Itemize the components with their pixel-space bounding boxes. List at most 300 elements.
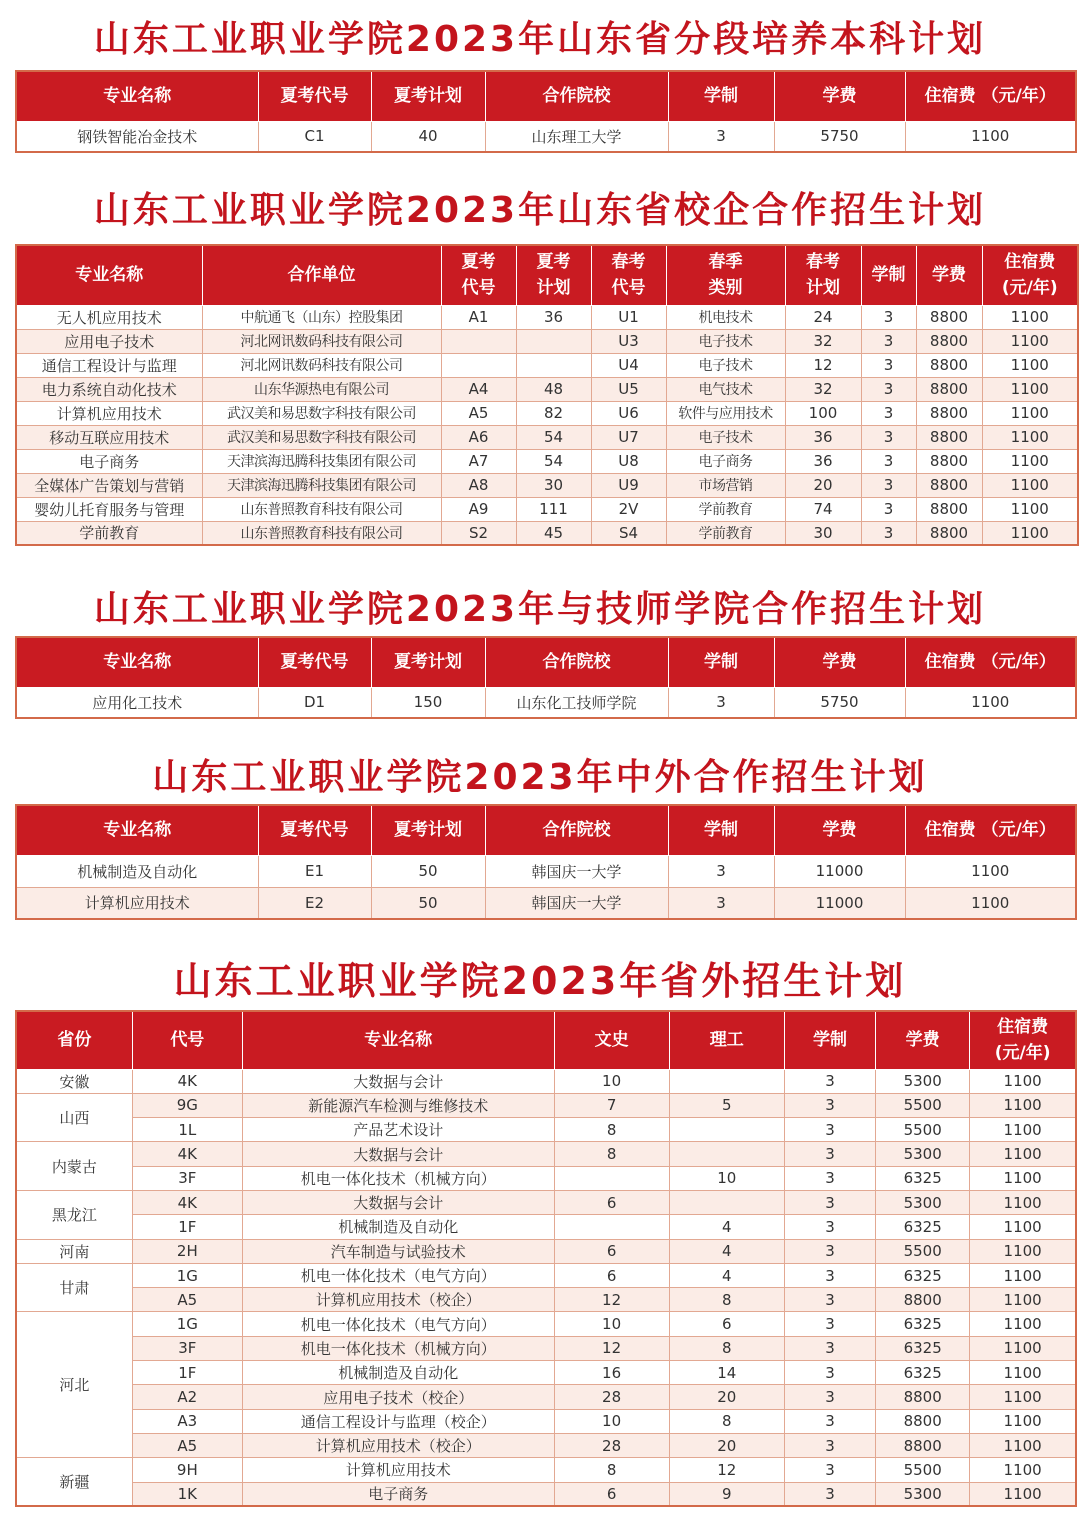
table-cell: 计算机应用技术（校企） [242, 1288, 554, 1312]
table-cell: 5300 [876, 1069, 970, 1093]
table-cell: 计算机应用技术 [16, 401, 202, 425]
table-row [16, 1118, 1076, 1142]
header-line: (元/年) [1001, 278, 1058, 299]
table-cell: 74 [785, 497, 861, 521]
table-cell: 1100 [970, 1190, 1076, 1214]
table-cell [554, 1215, 669, 1239]
table-cell: 14 [669, 1361, 784, 1385]
table-cell: 应用电子技术 [16, 329, 202, 353]
table-cell: 1100 [970, 1263, 1076, 1287]
section4-table [15, 804, 1077, 920]
table-cell: D1 [258, 687, 371, 718]
header-line: 代号 [461, 278, 496, 299]
table-row [16, 1239, 1076, 1263]
header-line: 专业名称 [75, 265, 144, 286]
table-cell: 1100 [970, 1215, 1076, 1239]
table-cell: 3 [784, 1458, 875, 1482]
table-cell: 12 [669, 1458, 784, 1482]
table-cell: 电子技术 [666, 353, 785, 377]
header-line: 学费 [905, 1030, 940, 1051]
column-header: 学费 [774, 637, 905, 687]
table-cell: 武汉美和易思数字科技有限公司 [202, 401, 441, 425]
table-cell: S2 [441, 521, 516, 545]
column-header [785, 245, 861, 305]
table-cell: 50 [371, 887, 485, 919]
header-line: 文史 [594, 1030, 629, 1051]
table-cell: 电子商务 [666, 449, 785, 473]
table-cell: 11000 [774, 855, 905, 887]
table-cell: 5300 [876, 1482, 970, 1506]
table-cell: 3 [861, 521, 916, 545]
table-cell: 1100 [905, 121, 1076, 152]
table-cell: 机械制造及自动化 [242, 1215, 554, 1239]
table-cell: 1F [132, 1215, 242, 1239]
table-cell: 5300 [876, 1190, 970, 1214]
table-cell: 移动互联应用技术 [16, 425, 202, 449]
table-cell: 16 [554, 1361, 669, 1385]
table-cell: E2 [258, 887, 371, 919]
column-header [861, 245, 916, 305]
column-header: 学费 [774, 805, 905, 855]
column-header [784, 1011, 875, 1069]
table-cell: 1100 [970, 1142, 1076, 1166]
table-cell: 3 [784, 1118, 875, 1142]
table-cell: U3 [591, 329, 666, 353]
header-line: (元/年) [994, 1043, 1051, 1064]
section3-table [15, 636, 1077, 719]
table-cell: 6 [554, 1239, 669, 1263]
header-line: 合作单位 [287, 265, 356, 286]
table-cell: 电子技术 [666, 425, 785, 449]
table-cell: 1100 [970, 1288, 1076, 1312]
table-cell: 54 [516, 425, 591, 449]
table-cell: 3 [861, 473, 916, 497]
table-cell: 市场营销 [666, 473, 785, 497]
table-cell: 6 [554, 1190, 669, 1214]
table-row [16, 401, 1078, 425]
table-cell: 河北网讯数码科技有限公司 [202, 329, 441, 353]
table-cell: 1G [132, 1263, 242, 1287]
table-row [16, 1482, 1076, 1506]
table-cell [441, 329, 516, 353]
column-header: 专业名称 [16, 71, 258, 121]
table-cell: 32 [785, 329, 861, 353]
table-cell: 1100 [970, 1093, 1076, 1117]
table-cell: 4K [132, 1142, 242, 1166]
table-cell: 1G [132, 1312, 242, 1336]
province-cell: 河北 [16, 1312, 132, 1458]
table-cell: 8800 [876, 1288, 970, 1312]
header-line: 类别 [708, 278, 743, 299]
table-cell: 3 [784, 1288, 875, 1312]
table-cell: 9G [132, 1093, 242, 1117]
table-cell: 3 [784, 1385, 875, 1409]
table-cell: 10 [554, 1069, 669, 1093]
table-cell: 1100 [982, 473, 1078, 497]
column-header: 学制 [668, 637, 774, 687]
table-cell: 6325 [876, 1312, 970, 1336]
table-cell: A8 [441, 473, 516, 497]
table-cell: 机械制造及自动化 [242, 1361, 554, 1385]
table-cell: 应用电子技术（校企） [242, 1385, 554, 1409]
table-cell: 1100 [970, 1433, 1076, 1457]
column-header: 学制 [668, 71, 774, 121]
table-cell: 6 [669, 1312, 784, 1336]
table-cell: 54 [516, 449, 591, 473]
table-cell: 1100 [982, 305, 1078, 329]
table-cell: 学前教育 [666, 521, 785, 545]
table-cell: 4 [669, 1215, 784, 1239]
table-cell: 6 [554, 1482, 669, 1506]
table-cell: 8800 [916, 449, 982, 473]
table-cell: 4K [132, 1069, 242, 1093]
table-cell: 3 [784, 1361, 875, 1385]
table-cell: 计算机应用技术（校企） [242, 1433, 554, 1457]
table-cell: 20 [785, 473, 861, 497]
section5-title: 山东工业职业学院2023年省外招生计划 [173, 959, 907, 1003]
section1-title: 山东工业职业学院2023年山东省分段培养本科计划 [93, 19, 987, 60]
section4-title: 山东工业职业学院2023年中外合作招生计划 [152, 757, 928, 798]
table-cell: 3 [668, 687, 774, 718]
table-cell: 4K [132, 1190, 242, 1214]
table-row [16, 1458, 1076, 1482]
table-cell: 2H [132, 1239, 242, 1263]
table-cell: 5500 [876, 1118, 970, 1142]
table-row [16, 473, 1078, 497]
table-cell: 8800 [916, 473, 982, 497]
table-row [16, 305, 1078, 329]
table-cell: 3 [861, 425, 916, 449]
table-cell: 无人机应用技术 [16, 305, 202, 329]
header-line: 春季 [708, 252, 743, 273]
column-header [132, 1011, 242, 1069]
table-cell: 20 [669, 1385, 784, 1409]
table-row [16, 1385, 1076, 1409]
table-cell: 3F [132, 1336, 242, 1360]
table-cell: 婴幼儿托育服务与管理 [16, 497, 202, 521]
province-cell: 安徽 [16, 1069, 132, 1093]
table-cell: 1100 [970, 1069, 1076, 1093]
table-cell: A6 [441, 425, 516, 449]
column-header [554, 1011, 669, 1069]
table-cell [669, 1190, 784, 1214]
table-cell: 3 [861, 377, 916, 401]
table-cell: 机电技术 [666, 305, 785, 329]
header-line: 夏考 [536, 252, 571, 273]
table-cell: 机械制造及自动化 [16, 855, 258, 887]
table-cell: 3 [784, 1312, 875, 1336]
province-cell: 山西 [16, 1093, 132, 1142]
table-cell: 3 [784, 1166, 875, 1190]
table-cell: 30 [516, 473, 591, 497]
table-cell: 天津滨海迅腾科技集团有限公司 [202, 449, 441, 473]
table-cell: 36 [516, 305, 591, 329]
table-cell: 40 [371, 121, 485, 152]
header-line: 住宿费 [1004, 252, 1056, 273]
table-cell: 3 [784, 1409, 875, 1433]
table-cell: 山东普照教育科技有限公司 [202, 521, 441, 545]
table-cell: A1 [441, 305, 516, 329]
table-cell: 5500 [876, 1093, 970, 1117]
table-cell: 1100 [905, 855, 1076, 887]
column-header [242, 1011, 554, 1069]
table-cell: 3 [861, 401, 916, 425]
table-cell: 5500 [876, 1458, 970, 1482]
header-line: 春考 [806, 252, 840, 273]
table-cell: 8800 [876, 1409, 970, 1433]
table-cell: 3 [861, 449, 916, 473]
table-cell [516, 353, 591, 377]
table-cell: 32 [785, 377, 861, 401]
table-cell: 50 [371, 855, 485, 887]
header-line: 春考 [611, 252, 646, 273]
table-cell: 大数据与会计 [242, 1190, 554, 1214]
table-cell: 8800 [876, 1433, 970, 1457]
table-cell: 1100 [982, 377, 1078, 401]
table-cell: 3 [668, 887, 774, 919]
table-cell: 韩国庆一大学 [485, 855, 668, 887]
table-cell: 45 [516, 521, 591, 545]
header-line: 计划 [806, 278, 840, 299]
table-cell: 中航通飞（山东）控股集团 [202, 305, 441, 329]
header-line: 代号 [170, 1030, 205, 1051]
table-cell: 1100 [970, 1118, 1076, 1142]
table-cell: 8800 [916, 425, 982, 449]
table-cell: 韩国庆一大学 [485, 887, 668, 919]
table-cell: 24 [785, 305, 861, 329]
table-cell: 12 [554, 1336, 669, 1360]
table-cell: 8 [669, 1409, 784, 1433]
table-cell: 3 [784, 1482, 875, 1506]
table-row [16, 1190, 1076, 1214]
table-cell: 8 [554, 1118, 669, 1142]
table-cell: 钢铁智能冶金技术 [16, 121, 258, 152]
table-cell: E1 [258, 855, 371, 887]
column-header [916, 245, 982, 305]
table-cell: 1F [132, 1361, 242, 1385]
table-cell: U7 [591, 425, 666, 449]
table-cell: 1100 [905, 887, 1076, 919]
column-header [516, 245, 591, 305]
header-line: 代号 [611, 278, 646, 299]
table-cell: A9 [441, 497, 516, 521]
table-cell: 5300 [876, 1142, 970, 1166]
table-cell: 机电一体化技术（电气方向） [242, 1312, 554, 1336]
table-cell [554, 1166, 669, 1190]
column-header [876, 1011, 970, 1069]
table-cell: 36 [785, 425, 861, 449]
table-cell: 8800 [916, 305, 982, 329]
column-header: 合作院校 [485, 637, 668, 687]
table-cell: A5 [132, 1433, 242, 1457]
table-cell: 100 [785, 401, 861, 425]
table-cell: A5 [441, 401, 516, 425]
table-cell: A3 [132, 1409, 242, 1433]
table-cell: 河北网讯数码科技有限公司 [202, 353, 441, 377]
column-header [16, 1011, 132, 1069]
table-cell: 36 [785, 449, 861, 473]
table-cell: U5 [591, 377, 666, 401]
table-cell: 10 [554, 1312, 669, 1336]
column-header: 合作院校 [485, 805, 668, 855]
table-cell: 10 [554, 1409, 669, 1433]
table-cell: 计算机应用技术 [242, 1458, 554, 1482]
province-cell: 内蒙古 [16, 1142, 132, 1191]
table-row [16, 687, 1076, 718]
column-header: 专业名称 [16, 637, 258, 687]
table-cell [669, 1069, 784, 1093]
table-cell: 8 [669, 1336, 784, 1360]
table-cell: 30 [785, 521, 861, 545]
column-header [666, 245, 785, 305]
column-header: 夏考代号 [258, 805, 371, 855]
table-row [16, 497, 1078, 521]
table-cell: 3 [784, 1142, 875, 1166]
column-header: 夏考代号 [258, 71, 371, 121]
column-header: 夏考计划 [371, 71, 485, 121]
table-row [16, 1288, 1076, 1312]
table-cell: 1100 [970, 1336, 1076, 1360]
table-cell: 6325 [876, 1336, 970, 1360]
table-cell: 1100 [982, 497, 1078, 521]
table-cell: 机电一体化技术（机械方向） [242, 1166, 554, 1190]
table-cell: 3 [861, 329, 916, 353]
table-cell: 9 [669, 1482, 784, 1506]
table-row [16, 1263, 1076, 1287]
column-header: 夏考代号 [258, 637, 371, 687]
table-cell [441, 353, 516, 377]
table-cell: 5 [669, 1093, 784, 1117]
table-cell: 5750 [774, 121, 905, 152]
header-line: 省份 [57, 1030, 92, 1051]
section5-table [15, 1010, 1077, 1507]
table-cell: 1100 [970, 1458, 1076, 1482]
table-cell [669, 1142, 784, 1166]
table-cell: 1100 [982, 401, 1078, 425]
table-row [16, 1336, 1076, 1360]
table-cell: 山东华源热电有限公司 [202, 377, 441, 401]
table-cell: 通信工程设计与监理 [16, 353, 202, 377]
table-cell: 1100 [970, 1482, 1076, 1506]
column-header: 住宿费 （元/年） [905, 71, 1076, 121]
table-cell: 82 [516, 401, 591, 425]
table-cell: 7 [554, 1093, 669, 1117]
table-cell: 1100 [982, 425, 1078, 449]
column-header [669, 1011, 784, 1069]
table-cell: A7 [441, 449, 516, 473]
table-cell: 4 [669, 1263, 784, 1287]
table-cell: 8 [554, 1458, 669, 1482]
table-cell: 5750 [774, 687, 905, 718]
table-cell: 48 [516, 377, 591, 401]
column-header: 住宿费 （元/年） [905, 637, 1076, 687]
table-cell: 5500 [876, 1239, 970, 1263]
table-cell: 3 [668, 855, 774, 887]
table-cell: 8800 [916, 401, 982, 425]
table-cell: 8800 [876, 1385, 970, 1409]
table-cell: 1100 [905, 687, 1076, 718]
table-cell: 山东理工大学 [485, 121, 668, 152]
table-cell: 10 [669, 1166, 784, 1190]
table-cell: 1100 [982, 353, 1078, 377]
table-cell: 28 [554, 1385, 669, 1409]
table-cell: 大数据与会计 [242, 1069, 554, 1093]
table-row [16, 521, 1078, 545]
column-header: 学费 [774, 71, 905, 121]
column-header [202, 245, 441, 305]
table-cell: 武汉美和易思数字科技有限公司 [202, 425, 441, 449]
table-cell: 1100 [970, 1361, 1076, 1385]
table-cell: 机电一体化技术（电气方向） [242, 1263, 554, 1287]
table-cell: 山东化工技师学院 [485, 687, 668, 718]
table-cell: 1K [132, 1482, 242, 1506]
table-cell: U9 [591, 473, 666, 497]
table-cell: 应用化工技术 [16, 687, 258, 718]
section2-title: 山东工业职业学院2023年山东省校企合作招生计划 [93, 190, 987, 231]
table-cell: C1 [258, 121, 371, 152]
province-cell: 新疆 [16, 1458, 132, 1507]
table-cell: 111 [516, 497, 591, 521]
table-cell: 3F [132, 1166, 242, 1190]
table-cell: 1100 [970, 1409, 1076, 1433]
table-cell: 8800 [916, 521, 982, 545]
table-cell: 1100 [970, 1239, 1076, 1263]
table-cell: U6 [591, 401, 666, 425]
table-cell: 28 [554, 1433, 669, 1457]
table-cell: 8800 [916, 377, 982, 401]
header-line: 理工 [709, 1030, 744, 1051]
table-cell: 电气技术 [666, 377, 785, 401]
table-row [16, 1361, 1076, 1385]
table-cell: 3 [861, 305, 916, 329]
table-cell: 9H [132, 1458, 242, 1482]
table-cell: 8800 [916, 497, 982, 521]
column-header: 合作院校 [485, 71, 668, 121]
table-cell: 11000 [774, 887, 905, 919]
table-cell: 1100 [982, 521, 1078, 545]
table-cell: 8 [669, 1288, 784, 1312]
column-header: 住宿费 （元/年） [905, 805, 1076, 855]
table-cell: 汽车制造与试验技术 [242, 1239, 554, 1263]
table-row [16, 1409, 1076, 1433]
table-cell: 1L [132, 1118, 242, 1142]
table-cell: 6325 [876, 1215, 970, 1239]
table-cell: 机电一体化技术（机械方向） [242, 1336, 554, 1360]
table-row [16, 887, 1076, 919]
table-cell: 1100 [970, 1312, 1076, 1336]
table-cell: 学前教育 [666, 497, 785, 521]
table-cell: U4 [591, 353, 666, 377]
table-cell: S4 [591, 521, 666, 545]
table-row [16, 329, 1078, 353]
table-cell: 电子商务 [16, 449, 202, 473]
table-cell: A5 [132, 1288, 242, 1312]
table-row [16, 121, 1076, 152]
table-cell: 1100 [982, 329, 1078, 353]
header-line: 住宿费 [997, 1017, 1049, 1038]
header-line: 学制 [871, 265, 906, 286]
province-cell: 河南 [16, 1239, 132, 1263]
table-cell: 全媒体广告策划与营销 [16, 473, 202, 497]
table-cell [669, 1118, 784, 1142]
table-cell: 8 [554, 1142, 669, 1166]
column-header [982, 245, 1078, 305]
section1-table [15, 70, 1077, 153]
table-row [16, 1312, 1076, 1336]
table-cell: 电子技术 [666, 329, 785, 353]
table-cell: 8800 [916, 329, 982, 353]
table-cell: A2 [132, 1385, 242, 1409]
